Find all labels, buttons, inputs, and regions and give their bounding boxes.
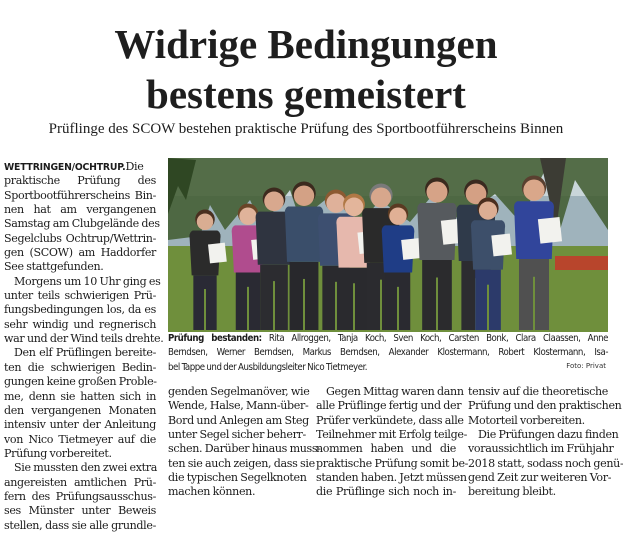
text-line [4, 160, 156, 174]
text-line-body: Die [125, 160, 144, 173]
text-line: Sportbootführerscheins Bin- [4, 188, 156, 202]
text-line: Prüfer verkündete, dass alle [316, 413, 464, 427]
text-line: war und der Wind teils drehte. [4, 332, 164, 346]
subtitle: Prüflinge des SCOW bestehen praktische Prüfung des Sportbootführerscheins Binnen [48, 121, 564, 137]
text-line: Wende, Halse, Mann-über- [168, 399, 309, 413]
caption-line-2: Berndsen, Werner Berndsen, Markus Berndsen, Alexander Klostermann, Robert Klostermann, Isa- [168, 347, 608, 359]
text-line: standen haben. Jetzt müssen [316, 471, 467, 485]
text-line: alle Prüflinge fertig und der [316, 399, 462, 413]
text-line: Prüfung und den praktischen [468, 399, 622, 413]
text-line: gungen keine großen Proble- [4, 375, 157, 389]
article-column-4 [468, 385, 623, 500]
text-line: Die Prüfungen dazu finden [478, 428, 619, 442]
text-line: stellen, dass sie alle grundle- [4, 518, 156, 532]
text-line: sehr windig und regnerisch [4, 317, 156, 331]
text-line: die Prüflinge sich noch in- [316, 485, 456, 499]
text-line: schen. Darüber hinaus muss- [168, 442, 321, 456]
text-line: unter Segel sicher beherr- [168, 428, 306, 442]
text-line: nommen haben und die [316, 442, 456, 456]
text-line: von Nico Tietmeyer auf die [4, 432, 156, 446]
text-line: machen können. [168, 485, 256, 499]
text-line: angereisten amtlichen Prü- [4, 475, 156, 489]
text-line: Prüfung vorbereitet. [4, 446, 112, 460]
article-column-3 [316, 385, 469, 500]
text-line: Teilnehmer mit Erfolg teilge- [316, 428, 467, 442]
caption-lead: Prüfung bestanden: [168, 333, 262, 344]
text-line: Segelclubs Ochtrup/Wettrin- [4, 231, 156, 245]
text-line: ses Münster unter Beweis [4, 504, 156, 518]
text-line: gen (SCOW) am Haddorfer [4, 246, 156, 260]
group-photo-image [168, 158, 608, 332]
photo-credit: Foto: Privat [566, 362, 606, 370]
text-line: praktische Prüfung somit be- [316, 456, 469, 470]
group-photo [168, 158, 608, 332]
text-line: bereitung bleibt. [468, 485, 556, 499]
text-line: den vergangenen Monaten [4, 403, 156, 417]
text-line: gend Zeit zur weiteren Vor- [468, 471, 612, 485]
text-line: Motorteil vorbereiten. [468, 413, 585, 427]
caption-text-1: Rita Allroggen, Tanja Koch, Sven Koch, Carsten Bonk, Clara Claassen, Anne [261, 333, 608, 344]
text-line: die typischen Segelknoten [168, 471, 307, 485]
text-line: voraussichtlich im Frühjahr [468, 442, 614, 456]
text-line: fungsbedingungen los, da es [4, 303, 156, 317]
text-line: Den elf Prüflingen bereite- [14, 346, 156, 360]
text-line: fern des Prüfungsausschus- [4, 489, 156, 503]
caption-line-1 [168, 332, 608, 346]
text-line: nen hat am vergangenen [4, 203, 156, 217]
caption-line-3: bel Tappe und der Ausbildungsleiter Nico Tietmeyer. [168, 361, 368, 373]
text-line: intensiv unter der Anleitung [4, 418, 156, 432]
dateline: WETTRINGEN/OCHTRUP. [4, 162, 126, 173]
headline-line-2: bestens gemeistert [146, 71, 466, 117]
article-column-1 [4, 160, 164, 533]
article-column-2 [168, 385, 321, 500]
text-line: Gegen Mittag waren dann [326, 385, 464, 398]
text-line: 2018 statt, sodass noch genü- [468, 456, 623, 470]
text-line: Morgens um 10 Uhr ging es [14, 274, 161, 288]
text-line: ten die schwierigen Bedin- [4, 360, 156, 374]
text-line: Bord und Anlegen am Steg [168, 413, 309, 427]
text-line: me, denn sie hatten sich in [4, 389, 156, 403]
text-line: genden Segelmanöver, wie [168, 385, 310, 398]
text-line: See stattgefunden. [4, 260, 104, 274]
photo-caption [168, 332, 608, 375]
text-line: unter teils schwierigen Prü- [4, 289, 156, 303]
text-line: praktische Prüfung des [4, 174, 156, 188]
photo-boat [555, 256, 608, 270]
text-line: tensiv auf die theoretische [468, 385, 608, 398]
text-line: Samstag am Clubgelände des [4, 217, 160, 231]
text-line: Sie mussten den zwei extra [14, 461, 158, 475]
text-line: ten sie auch zeigen, dass sie [168, 456, 315, 470]
headline-line-1: Widrige Bedingungen [114, 21, 498, 67]
